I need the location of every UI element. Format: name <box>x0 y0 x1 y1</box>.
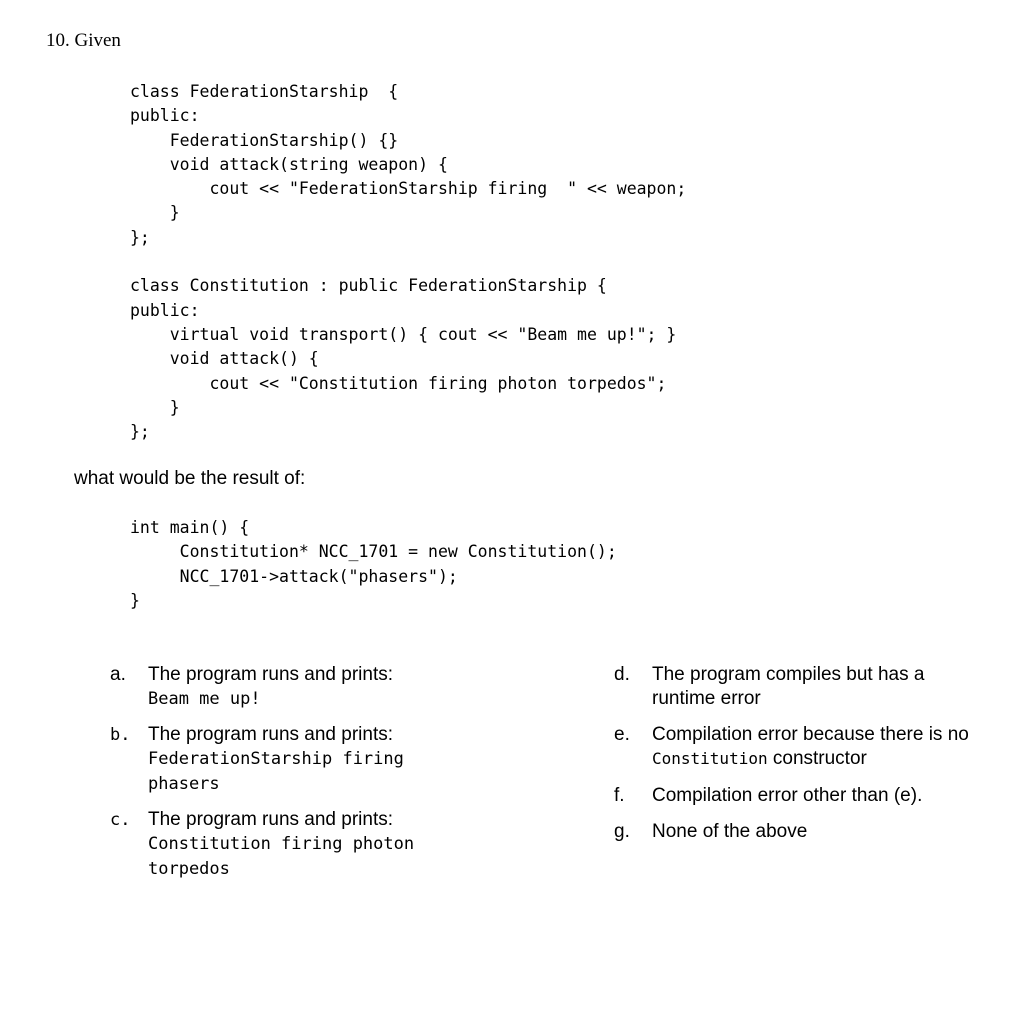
option-b[interactable] <box>110 723 510 799</box>
option-c[interactable] <box>110 808 510 884</box>
option-e-code: Constitution <box>652 749 768 768</box>
question-title: 10. Given <box>46 30 121 51</box>
option-c-code-line1: Constitution firing photon <box>148 834 415 854</box>
option-d[interactable] <box>614 663 1004 713</box>
option-b-letter: b. <box>110 725 131 745</box>
option-a-code: Beam me up! <box>148 689 261 709</box>
option-b-code-line1: FederationStarship firing <box>148 749 404 769</box>
option-d-line2: runtime error <box>652 688 761 709</box>
question-prompt: what would be the result of: <box>74 468 306 489</box>
option-f-letter: f. <box>614 785 625 806</box>
option-d-letter: d. <box>614 664 630 685</box>
option-e-letter: e. <box>614 724 630 745</box>
option-a[interactable] <box>110 663 510 713</box>
option-f[interactable] <box>614 784 1004 810</box>
class-definitions-code: class FederationStarship { public: FederationStarship() {} void attack(string weapon) { cout << "FederationStarship firing " << weapon; } }; class Constitution : public FederationStarship { public: virtual void transport() { cout << "Beam me up!"; } void attack() { cout << "Constitution firing photon torpedos"; } }; <box>130 82 687 442</box>
option-d-line1: The program compiles but has a <box>652 664 925 685</box>
option-e-line1: Compilation error because there is no <box>652 724 969 745</box>
option-c-letter: c. <box>110 810 131 830</box>
option-c-code-line2: torpedos <box>148 858 230 879</box>
option-g-text: None of the above <box>652 821 808 842</box>
option-g[interactable] <box>614 820 1004 846</box>
option-a-text: The program runs and prints: <box>148 664 394 685</box>
option-e[interactable] <box>614 723 1014 773</box>
option-e-line2-suffix: constructor <box>767 748 867 769</box>
option-f-text: Compilation error other than (e). <box>652 785 923 806</box>
option-a-letter: a. <box>110 664 126 685</box>
option-c-text: The program runs and prints: <box>148 809 394 830</box>
option-g-letter: g. <box>614 821 630 842</box>
option-b-text: The program runs and prints: <box>148 724 394 745</box>
option-b-code-line2: phasers <box>148 773 220 794</box>
main-function-code: int main() { Constitution* NCC_1701 = new Constitution(); NCC_1701->attack("phasers"); } <box>130 518 617 610</box>
